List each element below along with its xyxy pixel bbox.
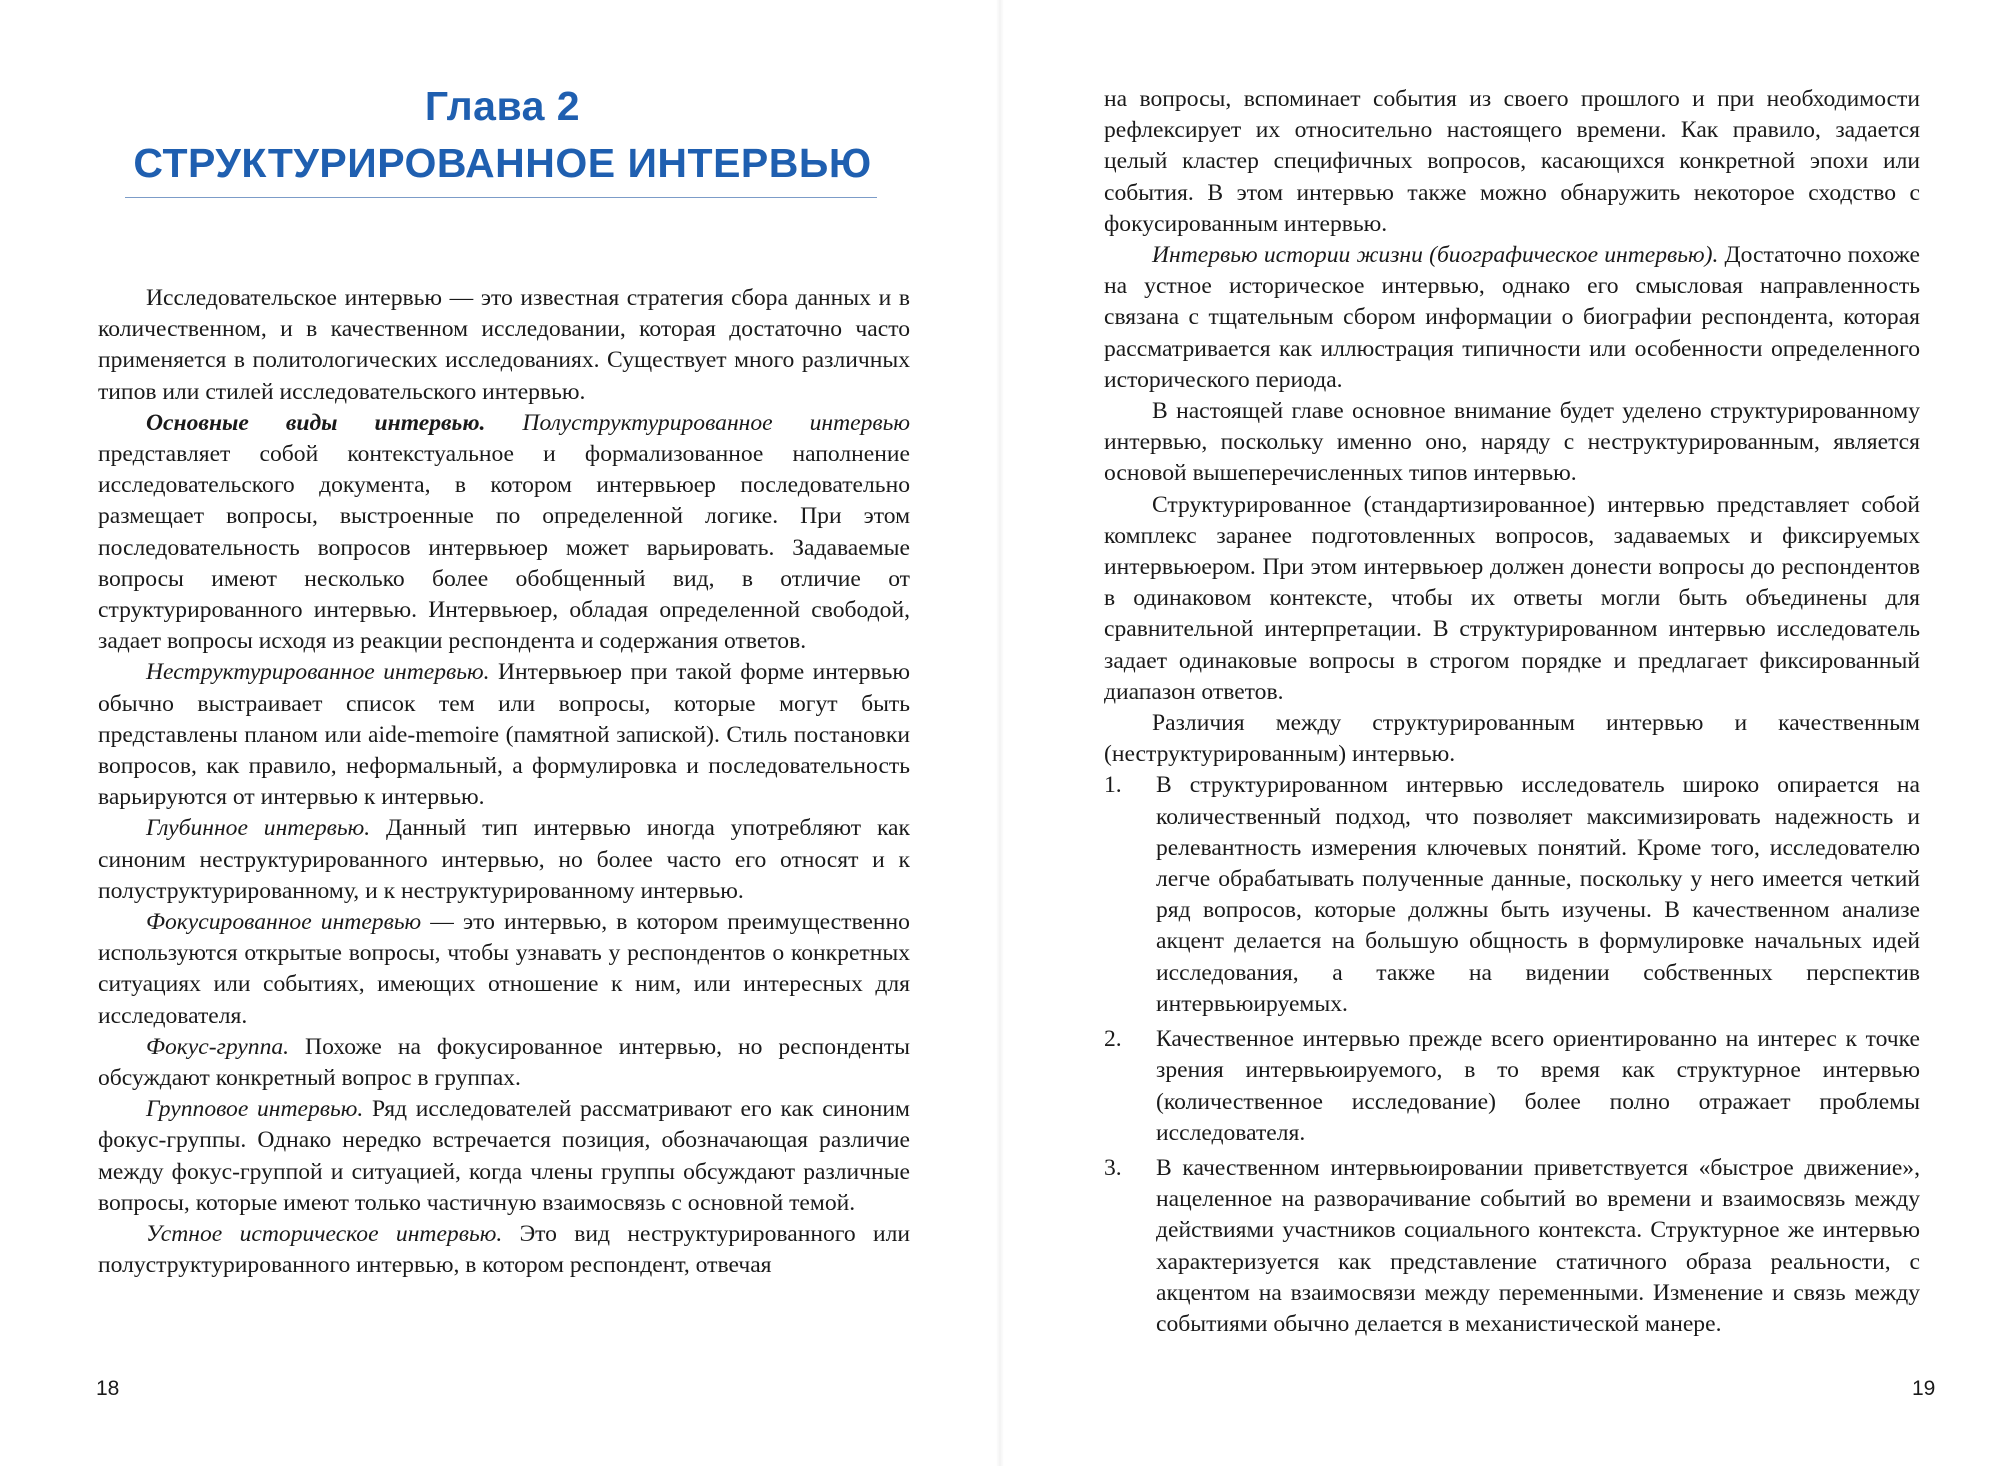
paragraph-text: Похоже на фокусированное интервью, но респонденты обсуждают конкретный вопрос в группах. — [98, 1033, 910, 1092]
paragraph-continuation — [1104, 84, 1920, 240]
paragraph-text: Достаточно похоже на устное историческое интервью, однако его смысловая направленность связана с тщательным сбором информации о биографии респондента, которая рассматривается как иллюстрация типичности или особенности определенного исторического периода. — [1104, 242, 1920, 393]
paragraph-text: — это интервью, в котором преимущественно используются открытые вопросы, чтобы узнавать у респондентов о конкретных ситуациях или событиях, имеющих отношение к ним, или интересных для исследователя. — [98, 909, 910, 1029]
differences-list — [1104, 770, 1920, 1340]
paragraph — [1104, 708, 1920, 770]
paragraph — [98, 283, 910, 408]
term: Глубинное интервью. — [146, 815, 371, 842]
list-item-number: 2. — [1104, 1026, 1122, 1053]
paragraph-text: Это вид неструктурированного или полуструктурированного интервью, в котором респондент, отвечая — [98, 1221, 910, 1279]
chapter-title: СТРУКТУРИРОВАННОЕ ИНТЕРВЬЮ — [133, 140, 872, 186]
list-item — [1104, 770, 1920, 1020]
term: Интервью истории жизни (биографическое интервью). — [1152, 242, 1719, 269]
page-number-left: 18 — [96, 1377, 120, 1400]
paragraph — [98, 1094, 910, 1219]
term: Фокус-группа. — [146, 1033, 290, 1060]
paragraph — [1104, 490, 1920, 708]
paragraph-text: представляет собой контекстуальное и формализованное наполнение исследовательского документа, в котором интервьюер последовательно размещает вопросы, выстроенные по определенной логике. При этом последовательность вопросов интервьюер может варьировать. Задаваемые вопросы имеют несколько более обобщенный вид, в отличие от структурированного интервью. Интервьюер, обладая определенной свободой, задает вопросы исходя из реакции респондента и содержания ответов. — [98, 441, 910, 655]
paragraph — [98, 1219, 910, 1281]
right-text-column — [1104, 84, 1920, 1344]
paragraph-text: Интервьюер при такой форме интервью обычно выстраивает список тем или вопросы, которые могут быть представлены планом или aide-memoire (памятной запиской). Стиль постановки вопросов, как правило, неформальный, а формулировка и последовательность варьируются от интервью к интервью. — [98, 659, 910, 811]
paragraph-text: Ряд исследователей рассматривают его как синоним фокус-группы. Однако нередко встречается позиция, обозначающая различие между фокус-группой и ситуацией, когда члены группы обсуждают различные вопросы, которые имеют только частичную взаимосвязь с основной темой. — [98, 1096, 910, 1216]
paragraph-text: на вопросы, вспоминает события из своего прошлого и при необходимости рефлексирует их относительно настоящего времени. Как правило, задается целый кластер специфичных вопросов, касающихся конкретной эпохи или события. В этом интервью также можно обнаружить некоторое сходство с фокусированным интервью. — [1104, 86, 1920, 237]
section-lead: Основные виды интервью. — [146, 409, 486, 436]
chapter-number: Глава 2 — [424, 83, 581, 129]
list-item — [1104, 1024, 1920, 1149]
paragraph-text: Структурированное (стандартизированное) интервью представляет собой комплекс заранее подготовленных вопросов, задаваемых и фиксируемых интервьюером. При этом интервьюер должен донести вопросы до респондентов в одинаковом контексте, чтобы их ответы могли быть объединены для сравнительной интерпретации. В структурированном интервью исследователь задает одинаковые вопросы в строгом порядке и предлагает фиксированный диапазон ответов. — [1104, 491, 1920, 705]
term: Устное историческое интервью. — [146, 1221, 503, 1248]
term: Полуструктурированное интервью — [522, 409, 911, 436]
paragraph-text: Исследовательское интервью — это известная стратегия сбора данных и в количественном, и в качественном исследовании, которая достаточно часто применяется в политологических исследованиях. Существует много различных типов или стилей исследовательского интервью. — [98, 285, 910, 405]
paragraph — [98, 408, 910, 658]
paragraph-text: В настоящей главе основное внимание будет уделено структурированному интервью, поскольку именно оно, наряду с неструктурированным, является основой вышеперечисленных типов интервью. — [1104, 398, 1920, 487]
left-text-column — [98, 283, 910, 1282]
chapter-rule-divider — [125, 197, 877, 198]
page-number-right: 19 — [1912, 1377, 1936, 1400]
paragraph — [98, 907, 910, 1032]
list-item-text: В качественном интервьюировании приветствуется «быстрое движение», нацеленное на разворачивание событий во времени и взаимосвязь между действиями участников социального контекста. Структурное же интервью характеризуется как представление статичного образа реальности, с акцентом на взаимосвязи между переменными. Изменение и связь между событиями обычно делается в механистической манере. — [1156, 1154, 1920, 1337]
term: Неструктурированное интервью. — [146, 659, 490, 686]
right-page — [1000, 0, 2000, 1466]
list-item-number: 3. — [1104, 1154, 1122, 1181]
term: Фокусированное интервью — [146, 909, 422, 936]
list-item-number: 1. — [1104, 772, 1122, 799]
list-item — [1104, 1153, 1920, 1340]
list-item-text: В структурированном интервью исследователь широко опирается на количественный подход, что позволяет максимизировать надежность и релевантность измерения ключевых понятий. Кроме того, исследователю легче обрабатывать полученные данные, поскольку у него имеется четкий ряд вопросов, которые должны быть изучены. В качественном анализе акцент делается на большую общность в формулировке начальных идей исследования, а также на видении собственных перспектив интервьюируемых. — [1156, 772, 1920, 1017]
paragraph-text: Различия между структурированным интервью и качественным (неструктурированным) интервью. — [1104, 710, 1920, 768]
chapter-heading — [125, 78, 880, 192]
term: Групповое интервью. — [146, 1096, 364, 1123]
paragraph — [1104, 396, 1920, 490]
paragraph — [98, 813, 910, 907]
paragraph-text: Данный тип интервью иногда употребляют как синоним неструктурированного интервью, но более часто его относят и к полуструктурированному, и к неструктурированному интервью. — [98, 815, 910, 904]
list-item-text: Качественное интервью прежде всего ориентированно на интерес к точке зрения интервьюируемого, в то время как структурное интервью (количественное исследование) более полно отражает проблемы исследователя. — [1156, 1026, 1920, 1146]
paragraph — [1104, 240, 1920, 396]
paragraph — [98, 1032, 910, 1094]
paragraph — [98, 657, 910, 813]
